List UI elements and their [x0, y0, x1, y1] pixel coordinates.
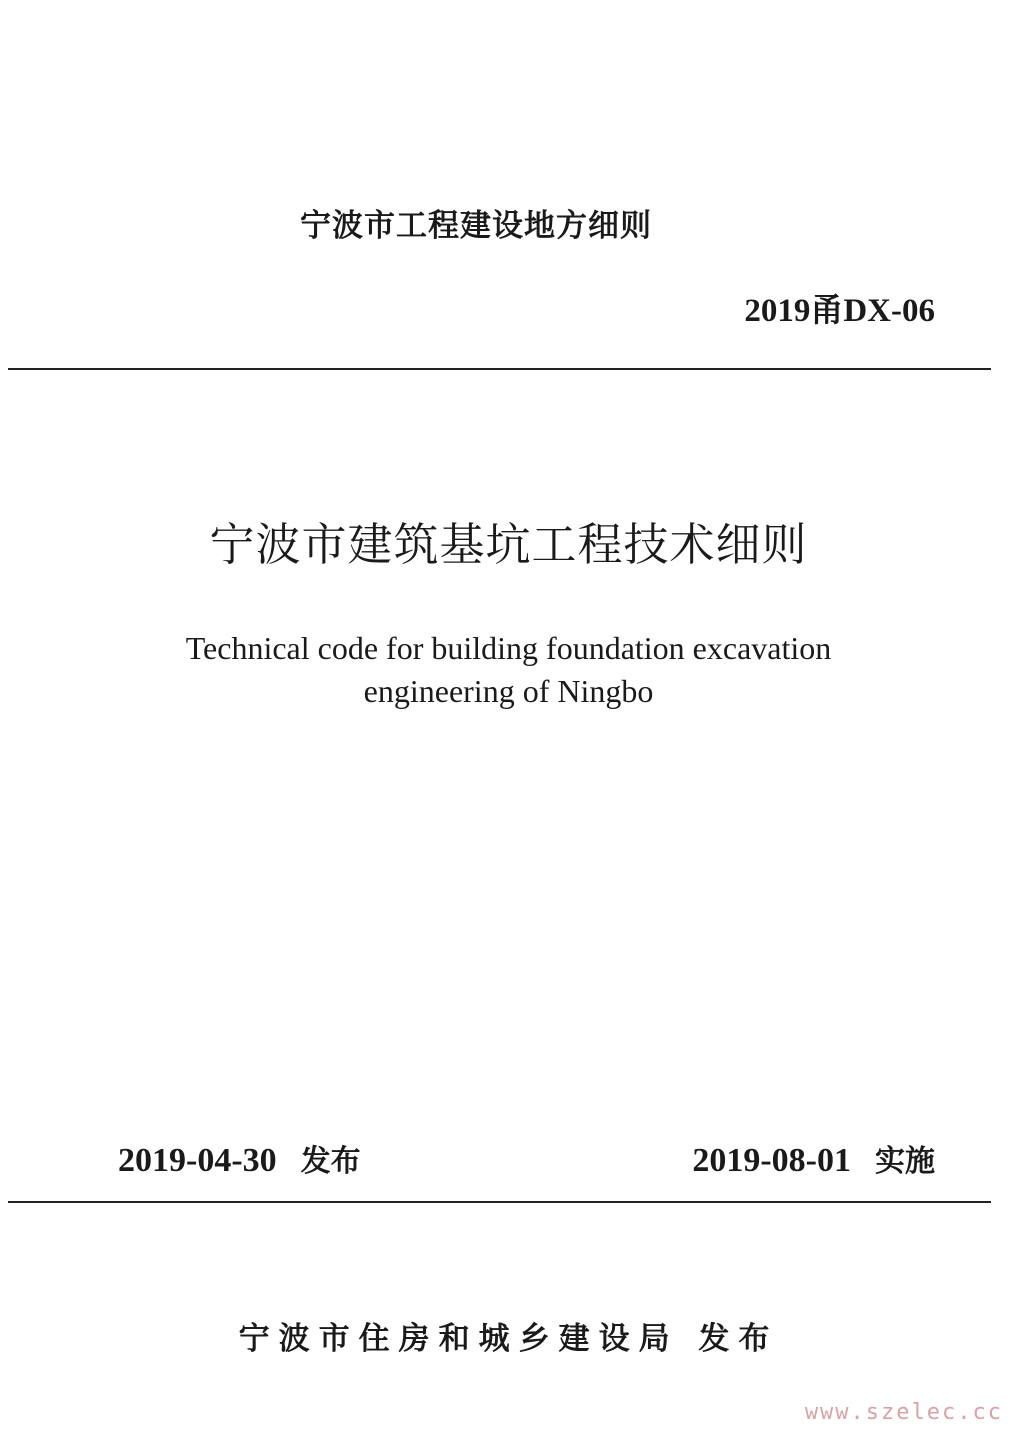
- bottom-divider: [8, 1201, 991, 1203]
- english-title-line2: engineering of Ningbo: [363, 673, 654, 709]
- effective-date-row: [692, 1136, 935, 1180]
- chinese-title: 宁波市建筑基坑工程技术细则: [209, 518, 808, 571]
- watermark-text: www.szelec.cc: [804, 1400, 1003, 1425]
- publish-label: 发布: [300, 1144, 361, 1179]
- effective-date: 2019-08-01: [692, 1142, 851, 1179]
- standard-code-number: 2019甬DX-06: [744, 293, 935, 329]
- top-divider: [8, 368, 991, 370]
- english-title-line1: Technical code for building foundation excavation: [185, 630, 832, 666]
- effective-label: 实施: [875, 1144, 935, 1179]
- publish-date-row: [118, 1136, 361, 1180]
- series-title: 宁波市工程建设地方细则: [300, 208, 652, 244]
- publisher-line: 宁波市住房和城乡建设局 发布: [238, 1321, 779, 1357]
- publish-date: 2019-04-30: [118, 1142, 277, 1179]
